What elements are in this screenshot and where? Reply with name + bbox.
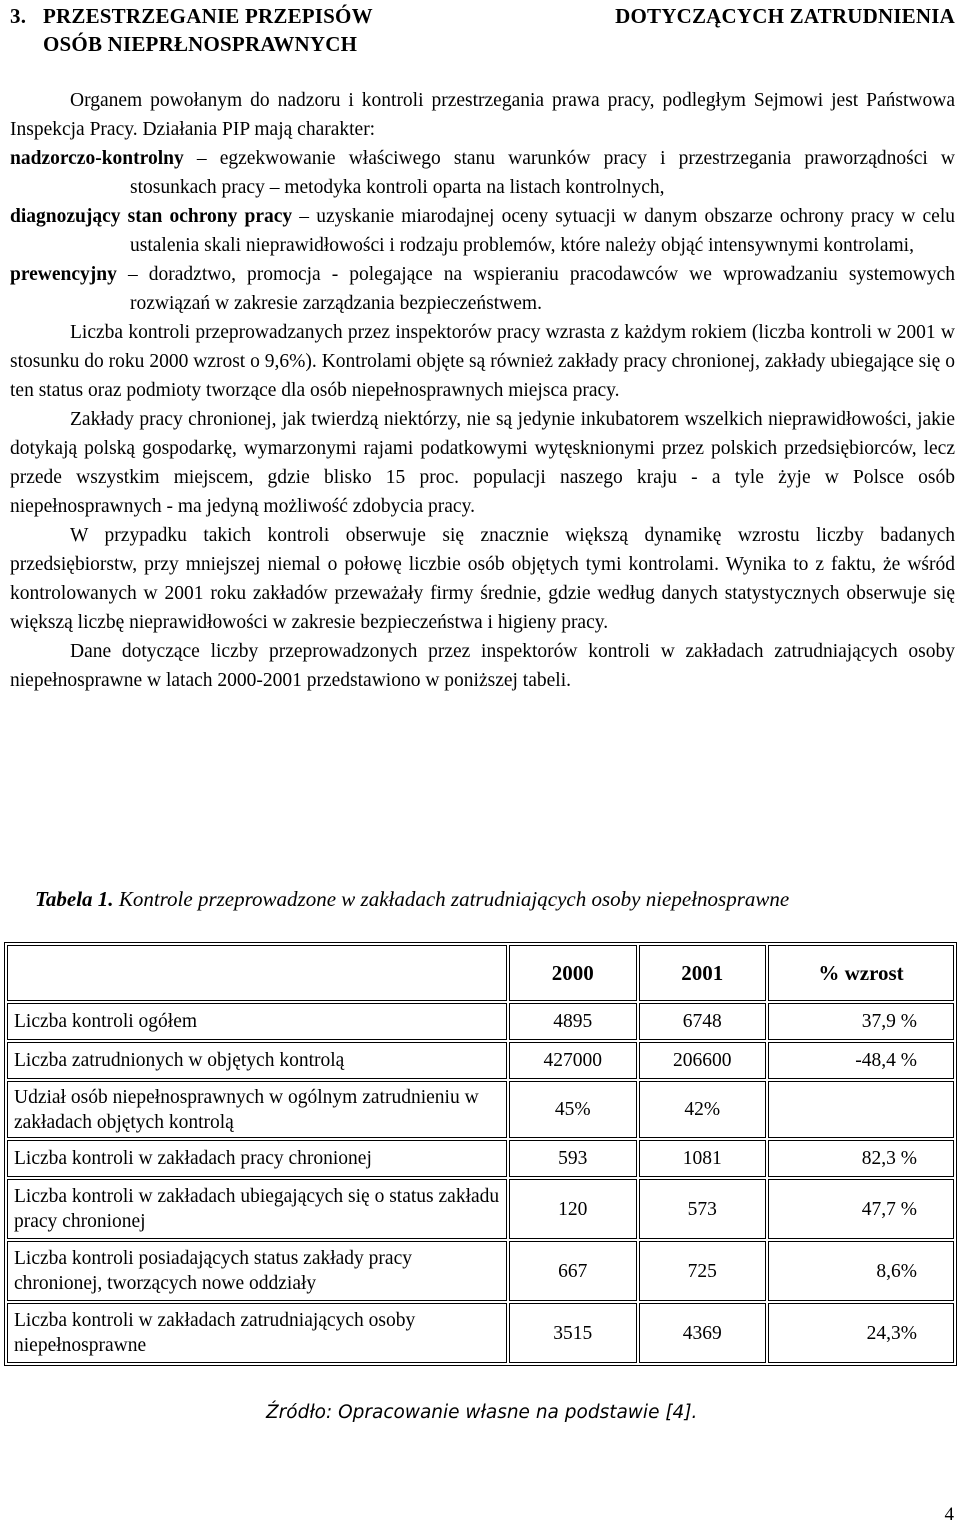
table-row: [7, 1241, 954, 1301]
definition-item: [10, 202, 955, 260]
cell-2001: 1081: [639, 1140, 767, 1177]
heading-line1-right: DOTYCZĄCYCH ZATRUDNIENIA: [615, 4, 955, 28]
table-source-note: Źródło: Opracowanie własne na podstawie [4].: [266, 1402, 698, 1423]
cell-2001: 4369: [639, 1303, 767, 1363]
cell-2000: 4895: [509, 1003, 637, 1040]
cell-2001: 42%: [639, 1081, 767, 1138]
paragraph: Dane dotyczące liczby przeprowadzonych przez inspektorów kontroli w zakładach zatrudniających osoby niepełnosprawne w latach 2000-2001 przedstawiono w poniższej tabeli.: [10, 641, 955, 691]
table-row: [7, 1003, 954, 1040]
cell-2000: 120: [509, 1179, 637, 1239]
cell-2000: 45%: [509, 1081, 637, 1138]
definition-text: egzekwowanie właściwego stanu warunków pracy i przestrzegania praworządności w stosunkach pracy – metodyka kontroli oparta na listach kontrolnych,: [130, 148, 955, 198]
header-cell: [7, 945, 507, 1001]
cell-growth: -48,4 %: [768, 1042, 954, 1079]
cell-2001: 725: [639, 1241, 767, 1301]
definition-dash: –: [116, 264, 149, 285]
cell-2001: 573: [639, 1179, 767, 1239]
heading-line2: OSÓB NIEPRŁNOSPRAWNYCH: [43, 32, 358, 56]
cell-2000: 427000: [509, 1042, 637, 1079]
cell-growth: 47,7 %: [768, 1179, 954, 1239]
row-label: Liczba kontroli posiadających status zakłady pracy chronionej, tworzących nowe oddziały: [7, 1241, 507, 1301]
intro-paragraph: Organem powołanym do nadzoru i kontroli przestrzegania prawa pracy, podległym Sejmowi jest Państwowa Inspekcja Pracy. Działania PIP mają charakter:: [10, 90, 955, 140]
section-number: 3.: [10, 4, 27, 28]
definition-text: doradztwo, promocja - polegające na wspieraniu pracodawców we wprowadzaniu systemowych rozwiązań w zakresie zarządzania bezpieczeństwem.: [130, 264, 955, 314]
definition-term: diagnozujący stan ochrony pracy: [10, 206, 293, 227]
table-row: [7, 1042, 954, 1079]
page-number: 4: [944, 1504, 954, 1525]
header-cell: % wzrost: [768, 945, 954, 1001]
row-label: Liczba kontroli w zakładach pracy chronionej: [7, 1140, 507, 1177]
cell-2000: 667: [509, 1241, 637, 1301]
definition-term: prewencyjny: [10, 264, 117, 285]
table-caption-label: Tabela 1.: [35, 887, 114, 911]
cell-2000: 593: [509, 1140, 637, 1177]
paragraph: W przypadku takich kontroli obserwuje się znacznie większą dynamikę wzrostu liczby badanych przedsiębiorstw, przy mniejszej niemal o połowę liczbie osób objętych tymi kontrolami. Wynika to z faktu, że wśród kontrolowanych w 2001 roku zakładów przeważały firmy średnie, gdzie według danych statystycznych obserwuje się większą liczbę nieprawidłowości w zakresie bezpieczeństwa i higieny pracy.: [10, 525, 955, 633]
definition-text: uzyskanie miarodajnej oceny sytuacji w danym obszarze ochrony pracy w celu ustalenia skali nieprawidłowości i rodzaju problemów, które należy objąć intensywnymi kontrolami,: [130, 206, 955, 256]
paragraph: Zakłady pracy chronionej, jak twierdzą niektórzy, nie są jedynie inkubatorem wszelkich nieprawidłowości, jakie dotykają polską gospodarkę, wymarzonymi rajami podatkowymi wytęsknionymi przez polskich przedsiębiorców, lecz przede wszystkim miejscem, gdzie blisko 15 proc. populacji naszego kraju - a tyle żyje w Polsce osób niepełnosprawnych - ma jedyną możliwość zdobycia pracy.: [10, 409, 955, 517]
paragraph: Liczba kontroli przeprowadzanych przez inspektorów pracy wzrasta z każdym rokiem (liczba kontroli w 2001 w stosunku do roku 2000 wzrost o 9,6%). Kontrolami objęte są również zakłady pracy chronionej, zakłady ubiegające się o ten status oraz podmioty tworzące dla osób niepełnosprawnych miejsca pracy.: [10, 322, 955, 401]
cell-2001: 206600: [639, 1042, 767, 1079]
definition-dash: –: [292, 206, 317, 227]
definition-term: nadzorczo-kontrolny: [10, 148, 184, 169]
cell-2000: 3515: [509, 1303, 637, 1363]
heading-line1-left: PRZESTRZEGANIE PRZEPISÓW: [43, 4, 373, 28]
row-label: Udział osób niepełnosprawnych w ogólnym zatrudnieniu w zakładach objętych kontrolą: [7, 1081, 507, 1138]
definition-dash: –: [183, 148, 220, 169]
cell-2001: 6748: [639, 1003, 767, 1040]
table-row: [7, 1179, 954, 1239]
cell-growth: [768, 1081, 954, 1138]
section-heading: [10, 2, 955, 58]
cell-growth: 8,6%: [768, 1241, 954, 1301]
header-cell: 2001: [639, 945, 767, 1001]
table-row: [7, 1303, 954, 1363]
row-label: Liczba kontroli ogółem: [7, 1003, 507, 1040]
body-text: [10, 86, 955, 695]
table-row: [7, 1140, 954, 1177]
cell-growth: 37,9 %: [768, 1003, 954, 1040]
definition-item: [10, 260, 955, 318]
data-table: [4, 942, 957, 1366]
cell-growth: 82,3 %: [768, 1140, 954, 1177]
table-caption: [35, 884, 789, 914]
row-label: Liczba kontroli w zakładach zatrudniających osoby niepełnosprawne: [7, 1303, 507, 1363]
definition-item: [10, 144, 955, 202]
row-label: Liczba kontroli w zakładach ubiegających się o status zakładu pracy chronionej: [7, 1179, 507, 1239]
row-label: Liczba zatrudnionych w objętych kontrolą: [7, 1042, 507, 1079]
cell-growth: 24,3%: [768, 1303, 954, 1363]
table-header-row: [7, 945, 954, 1001]
header-cell: 2000: [509, 945, 637, 1001]
table-row: [7, 1081, 954, 1138]
table-caption-text: Kontrole przeprowadzone w zakładach zatrudniających osoby niepełnosprawne: [113, 887, 790, 911]
